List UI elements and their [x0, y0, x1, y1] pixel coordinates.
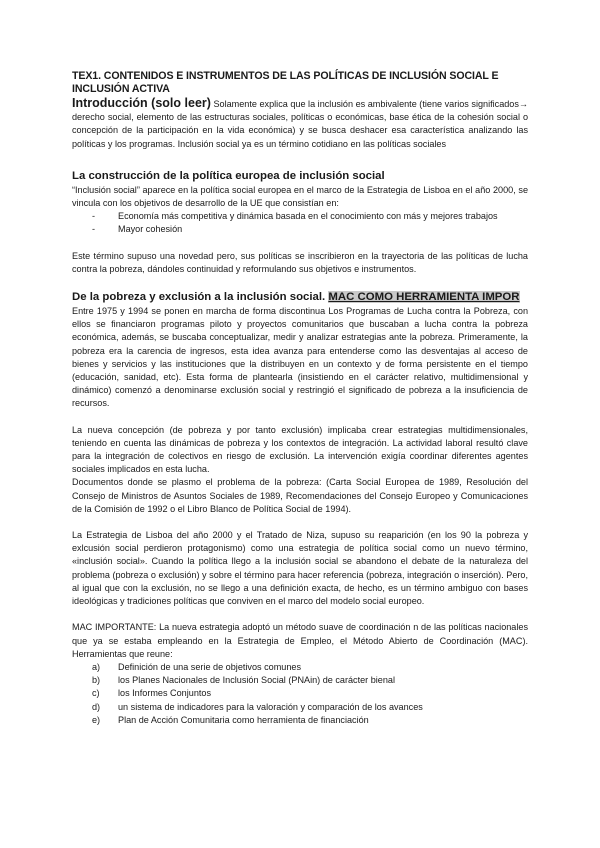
section2-paragraph-2: La nueva concepción (de pobreza y por tanto exclusión) implicaba crear estrategias multidimensionales, teniendo en cuenta las dinámicas de pobreza y los contextos de integración. La actividad laboral resultó clave para la integración de colectivos en riesgo de exclusión. La intervención exigía coordinar diferentes agentes sociales implicados en esta lucha. — [72, 424, 528, 475]
section1-paragraph-1: “Inclusión social” aparece en la política social europea en el marco de la Estrategia de Lisboa en el año 2000, se vincula con los objetivos de desarrollo de la UE que consistían en: — [72, 184, 528, 209]
section1-heading: La construcción de la política europea de inclusión social — [72, 169, 385, 182]
section2-heading-highlight: MAC COMO HERRAMIENTA IMPOR — [328, 291, 520, 304]
list-item: - Mayor cohesión — [92, 223, 528, 236]
list-item: - Economía más competitiva y dinámica basada en el conocimiento con más y mejores trabajos — [92, 210, 528, 223]
list-item-text: un sistema de indicadores para la valoración y comparación de los avances — [118, 701, 423, 712]
section2-paragraph-1: Entre 1975 y 1994 se ponen en marcha de forma discontinua Los Programas de Lucha contra la Pobreza, con ellos se financiaron programas piloto y proyectos comunitarios que buscaban a lucha contra la pobreza económica, además, se buscaba conceptualizar, medir y analizar estrategias ante la pobreza. Primeramente, la pobreza era la carencia de ingresos, esta idea avanza para entenderse como las desventajas al acceso de bienes y servicios y las instituciones que la distribuyen en un contexto y de forma persistente en el tiempo (educación, sanidad, etc). Esta forma de plantearla (insistiendo en el carácter relativo, multidimensional y dinámico) comenzó a denominarse exclusión social y restringió el significado de pobreza a la insuficiencia de recursos. — [72, 306, 528, 409]
section2-heading-text: De la pobreza y exclusión a la inclusión social. — [72, 291, 329, 304]
section1-bullet-list — [72, 210, 528, 236]
list-item — [92, 701, 528, 714]
intro-text: Solamente explica que la inclusión es ambivalente (tiene varios significados→ derecho social, elemento de las estructuras sociales, políticas o económicas, base ética de la cohesión social o concepción de la participación en la vida económica) y se busca deshacer esa característica analizando las políticas y los programas. Inclusión social ya es un término cotidiano en las políticas sociales — [72, 99, 529, 149]
list-item — [92, 674, 528, 687]
section2-heading — [72, 290, 528, 304]
list-item — [92, 661, 528, 674]
section2-paragraph-4: La Estrategia de Lisboa del año 2000 y el Tratado de Niza, supuso su reaparición (en los 90 la pobreza y exlcusión social perdieron protagonismo) como una estrategia de política social como un nuevo término, «inclusión social». Cuando la política llego a la inclusión social se abandono el debate de la naturaleza del problema (pobreza o exclusión) y sobre el término para hacer referencia (pobreza, integración o inserción). Pero, al igual que con la exclusión, no se llego a una definición exacta, de hecho, es un término ambiguo con bases ideológicas y tradiciones políticas que conviven en el marco del modelo social europeo. — [72, 530, 528, 607]
intro-paragraph — [72, 97, 528, 151]
list-marker: d) — [92, 701, 101, 712]
section2-paragraph-5: MAC IMPORTANTE: La nueva estrategia adoptó un método suave de coordinación n de las políticas nacionales que ya se estaba empleando en la Estrategia de Empleo, el Método Abierto de Coordinación (MAC). Herramientas que reune: — [72, 622, 528, 659]
section1-paragraph-2: Este término supuso una novedad pero, sus políticas se inscribieron en la trayectoria de las políticas de lucha contra la pobreza, dándoles continuidad y reformulando sus objetivos e instrumentos. — [72, 250, 528, 274]
list-item-text: los Informes Conjuntos — [118, 688, 212, 699]
section2-paragraph-3: Documentos donde se plasmo el problema de la pobreza: (Carta Social Europea de 1989, Resolución del Consejo de Ministros de Asuntos Sociales de 1989, Recomendaciones del Consejo Europeo y Comunicaciones de la Comisión de 1992 o el Libro Blanco de Política Social de 1994). — [72, 477, 528, 514]
list-item — [92, 687, 528, 700]
list-marker: b) — [92, 675, 101, 686]
mac-tools-list — [72, 661, 528, 727]
intro-heading: Introducción (solo leer) — [72, 96, 211, 110]
list-marker: c) — [92, 688, 100, 699]
list-marker: e) — [92, 714, 101, 725]
list-item — [92, 714, 528, 727]
document-page — [72, 70, 528, 727]
list-marker: a) — [92, 661, 101, 672]
list-item-text: Plan de Acción Comunitaria como herramienta de financiación — [118, 714, 369, 725]
document-title: TEX1. CONTENIDOS E INSTRUMENTOS DE LAS POLÍTICAS DE INCLUSIÓN SOCIAL E INCLUSIÓN ACTIVA — [72, 70, 499, 95]
list-item-text: Definición de una serie de objetivos comunes — [118, 661, 301, 672]
list-item-text: los Planes Nacionales de Inclusión Social (PNAin) de carácter bienal — [118, 675, 395, 686]
